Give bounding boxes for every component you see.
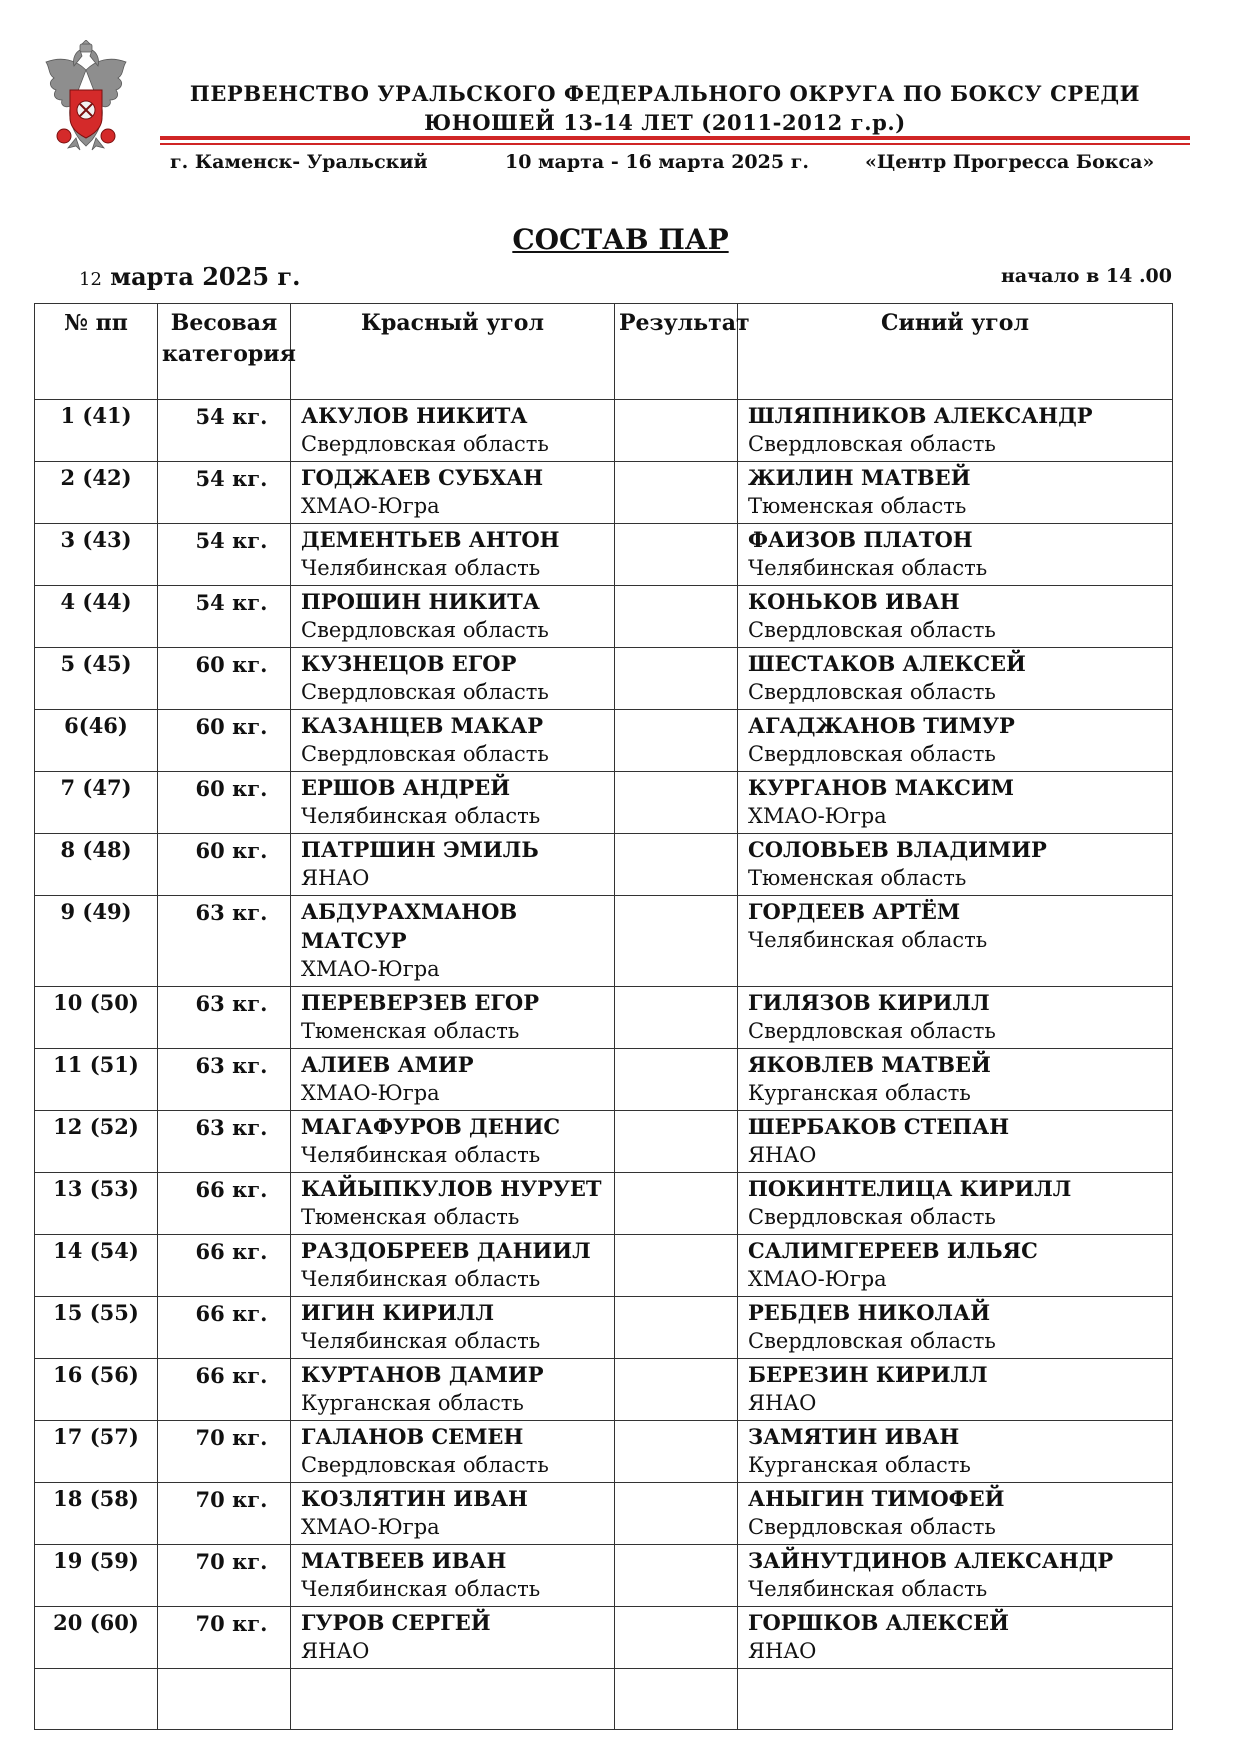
red-fighter-name: РАЗДОБРЕЕВ ДАНИИЛ [301, 1238, 591, 1263]
red-fighter-region: ХМАО-Югра [301, 1081, 440, 1105]
bout-number: 12 (52) [35, 1111, 158, 1173]
header-divider-thick [160, 136, 1190, 140]
blue-fighter-region: ЯНАО [748, 1639, 817, 1663]
blue-corner-cell [738, 710, 1173, 772]
bout-number: 15 (55) [35, 1297, 158, 1359]
red-corner-cell [291, 524, 615, 586]
blue-fighter-name: ЖИЛИН МАТВЕЙ [748, 465, 971, 490]
blue-fighter-name: ГИЛЯЗОВ КИРИЛЛ [748, 990, 990, 1015]
table-row [35, 1421, 1173, 1483]
table-row [35, 400, 1173, 462]
red-fighter-name: ДЕМЕНТЬЕВ АНТОН [301, 527, 560, 552]
blue-fighter-region: Свердловская область [748, 1019, 996, 1043]
blue-fighter-region: ХМАО-Югра [748, 804, 887, 828]
bout-number: 1 (41) [35, 400, 158, 462]
blue-corner-cell [738, 400, 1173, 462]
red-fighter-region: Свердловская область [301, 1453, 549, 1477]
table-row [35, 462, 1173, 524]
empty-table-row [35, 1669, 1173, 1730]
red-fighter-name: МАГАФУРОВ ДЕНИС [301, 1114, 561, 1139]
bout-number: 20 (60) [35, 1607, 158, 1669]
red-corner-cell [291, 1111, 615, 1173]
red-corner-cell [291, 987, 615, 1049]
red-corner-cell [291, 648, 615, 710]
red-corner-cell [291, 710, 615, 772]
page-title: СОСТАВ ПАР [512, 223, 729, 256]
red-corner-cell [291, 462, 615, 524]
red-fighter-name: КУРТАНОВ ДАМИР [301, 1362, 544, 1387]
table-row [35, 586, 1173, 648]
red-fighter-region: ЯНАО [301, 866, 370, 890]
red-fighter-region: Курганская область [301, 1391, 524, 1415]
event-city: г. Каменск- Уральский [170, 151, 428, 173]
red-corner-cell [291, 1359, 615, 1421]
blue-fighter-name: ПОКИНТЕЛИЦА КИРИЛЛ [748, 1176, 1072, 1201]
blue-fighter-name: ФАИЗОВ ПЛАТОН [748, 527, 973, 552]
blue-corner-cell [738, 1607, 1173, 1669]
red-corner-cell [291, 1235, 615, 1297]
table-row [35, 834, 1173, 896]
bout-date-month-year: марта 2025 г. [101, 262, 301, 291]
red-fighter-region: Челябинская область [301, 1267, 541, 1291]
weight-category: 63 кг. [158, 896, 291, 987]
red-fighter-name: АБДУРАХМАНОВ МАТСУР [301, 899, 518, 953]
blue-corner-cell [738, 1421, 1173, 1483]
blue-fighter-name: ЯКОВЛЕВ МАТВЕЙ [748, 1052, 991, 1077]
blue-corner-cell [738, 987, 1173, 1049]
red-fighter-region: Челябинская область [301, 556, 541, 580]
weight-category: 66 кг. [158, 1173, 291, 1235]
blue-fighter-name: ЗАМЯТИН ИВАН [748, 1424, 960, 1449]
blue-fighter-region: ЯНАО [748, 1391, 817, 1415]
red-fighter-region: ХМАО-Югра [301, 957, 440, 981]
table-row [35, 1483, 1173, 1545]
blue-fighter-region: Курганская область [748, 1453, 971, 1477]
weight-category: 66 кг. [158, 1359, 291, 1421]
bout-number: 3 (43) [35, 524, 158, 586]
table-row [35, 896, 1173, 987]
red-fighter-name: ПЕРЕВЕРЗЕВ ЕГОР [301, 990, 539, 1015]
table-row [35, 1545, 1173, 1607]
blue-fighter-region: Свердловская область [748, 742, 996, 766]
red-fighter-region: ХМАО-Югра [301, 1515, 440, 1539]
result-cell[interactable] [615, 1545, 738, 1607]
empty-cell [158, 1669, 291, 1730]
blue-fighter-region: Свердловская область [748, 680, 996, 704]
weight-category: 54 кг. [158, 400, 291, 462]
table-row [35, 772, 1173, 834]
red-fighter-region: Свердловская область [301, 742, 549, 766]
result-cell[interactable] [615, 1483, 738, 1545]
bout-number: 2 (42) [35, 462, 158, 524]
red-fighter-region: ХМАО-Югра [301, 494, 440, 518]
blue-fighter-name: АГАДЖАНОВ ТИМУР [748, 713, 1015, 738]
bout-number: 6(46) [35, 710, 158, 772]
blue-fighter-name: ЗАЙНУТДИНОВ АЛЕКСАНДР [748, 1548, 1114, 1573]
blue-fighter-name: СОЛОВЬЕВ ВЛАДИМИР [748, 837, 1047, 862]
red-fighter-region: Свердловская область [301, 680, 549, 704]
red-fighter-name: КАЗАНЦЕВ МАКАР [301, 713, 544, 738]
event-title-line-1: ПЕРВЕНСТВО УРАЛЬСКОГО ФЕДЕРАЛЬНОГО ОКРУГА ПО БОКСУ СРЕДИ [189, 81, 1141, 106]
blue-corner-cell [738, 462, 1173, 524]
empty-cell [738, 1669, 1173, 1730]
red-corner-cell [291, 586, 615, 648]
result-cell[interactable] [615, 400, 738, 462]
bout-number: 13 (53) [35, 1173, 158, 1235]
start-time: начало в 14 .00 [1000, 265, 1172, 287]
column-header-weight: Весовая категория [158, 304, 291, 400]
weight-category: 63 кг. [158, 1049, 291, 1111]
blue-fighter-region: Челябинская область [748, 1577, 988, 1601]
red-fighter-name: МАТВЕЕВ ИВАН [301, 1548, 507, 1573]
result-cell[interactable] [615, 987, 738, 1049]
blue-fighter-name: АНЫГИН ТИМОФЕЙ [748, 1486, 1005, 1511]
weight-category: 70 кг. [158, 1483, 291, 1545]
red-corner-cell [291, 896, 615, 987]
result-cell[interactable] [615, 834, 738, 896]
blue-fighter-name: САЛИМГЕРЕЕВ ИЛЬЯС [748, 1238, 1038, 1263]
pairs-table [34, 303, 1173, 1730]
column-header-red-corner: Красный угол [291, 304, 615, 400]
table-row [35, 1607, 1173, 1669]
header-divider-thin [160, 143, 1190, 145]
table-row [35, 1049, 1173, 1111]
red-fighter-name: ГУРОВ СЕРГЕЙ [301, 1610, 491, 1635]
red-corner-cell [291, 1297, 615, 1359]
red-corner-cell [291, 834, 615, 896]
red-fighter-region: Челябинская область [301, 804, 541, 828]
table-row [35, 1111, 1173, 1173]
table-row [35, 1235, 1173, 1297]
blue-fighter-region: Тюменская область [748, 494, 967, 518]
result-cell[interactable] [615, 772, 738, 834]
bout-number: 7 (47) [35, 772, 158, 834]
result-cell[interactable] [615, 1111, 738, 1173]
blue-corner-cell [738, 1483, 1173, 1545]
event-dates: 10 марта - 16 марта 2025 г. [505, 151, 809, 173]
weight-category: 60 кг. [158, 834, 291, 896]
red-fighter-region: Тюменская область [301, 1019, 520, 1043]
weight-category: 60 кг. [158, 648, 291, 710]
blue-corner-cell [738, 834, 1173, 896]
result-cell[interactable] [615, 586, 738, 648]
result-cell[interactable] [615, 710, 738, 772]
blue-fighter-region: Свердловская область [748, 1329, 996, 1353]
blue-corner-cell [738, 648, 1173, 710]
table-row [35, 987, 1173, 1049]
weight-category: 70 кг. [158, 1607, 291, 1669]
red-corner-cell [291, 1049, 615, 1111]
pairs-table-body [35, 400, 1173, 1730]
result-cell[interactable] [615, 1359, 738, 1421]
blue-fighter-name: КУРГАНОВ МАКСИМ [748, 775, 1014, 800]
blue-corner-cell [738, 1235, 1173, 1297]
bout-number: 8 (48) [35, 834, 158, 896]
blue-corner-cell [738, 1111, 1173, 1173]
bout-number: 17 (57) [35, 1421, 158, 1483]
table-row [35, 648, 1173, 710]
weight-category: 60 кг. [158, 772, 291, 834]
blue-fighter-name: БЕРЕЗИН КИРИЛЛ [748, 1362, 988, 1387]
result-cell[interactable] [615, 896, 738, 987]
blue-fighter-region: Челябинская область [748, 556, 988, 580]
red-fighter-region: Челябинская область [301, 1329, 541, 1353]
blue-fighter-name: КОНЬКОВ ИВАН [748, 589, 960, 614]
result-cell[interactable] [615, 648, 738, 710]
bout-number: 19 (59) [35, 1545, 158, 1607]
bout-date [79, 262, 300, 291]
bout-number: 10 (50) [35, 987, 158, 1049]
red-fighter-region: Челябинская область [301, 1577, 541, 1601]
red-fighter-name: ЕРШОВ АНДРЕЙ [301, 775, 511, 800]
blue-corner-cell [738, 1359, 1173, 1421]
bout-number: 4 (44) [35, 586, 158, 648]
result-cell[interactable] [615, 1049, 738, 1111]
bout-number: 11 (51) [35, 1049, 158, 1111]
red-fighter-name: ИГИН КИРИЛЛ [301, 1300, 495, 1325]
red-fighter-name: ГОДЖАЕВ СУБХАН [301, 465, 544, 490]
bout-number: 5 (45) [35, 648, 158, 710]
weight-category: 54 кг. [158, 462, 291, 524]
red-fighter-name: АЛИЕВ АМИР [301, 1052, 474, 1077]
weight-category: 63 кг. [158, 1111, 291, 1173]
weight-category: 63 кг. [158, 987, 291, 1049]
blue-fighter-name: ГОРШКОВ АЛЕКСЕЙ [748, 1610, 1010, 1635]
red-corner-cell [291, 1545, 615, 1607]
red-corner-cell [291, 1421, 615, 1483]
red-fighter-region: Свердловская область [301, 432, 549, 456]
blue-fighter-name: ШЕСТАКОВ АЛЕКСЕЙ [748, 651, 1026, 676]
column-header-result: Результат [615, 304, 738, 400]
result-cell[interactable] [615, 524, 738, 586]
red-fighter-name: КОЗЛЯТИН ИВАН [301, 1486, 528, 1511]
weight-category: 70 кг. [158, 1421, 291, 1483]
result-cell[interactable] [615, 1173, 738, 1235]
weight-category: 60 кг. [158, 710, 291, 772]
blue-fighter-name: РЕБДЕВ НИКОЛАЙ [748, 1300, 991, 1325]
red-fighter-name: АКУЛОВ НИКИТА [301, 403, 528, 428]
red-fighter-name: ПРОШИН НИКИТА [301, 589, 540, 614]
result-cell[interactable] [615, 1607, 738, 1669]
bout-number: 9 (49) [35, 896, 158, 987]
table-row [35, 1173, 1173, 1235]
blue-fighter-region: Свердловская область [748, 618, 996, 642]
blue-corner-cell [738, 1297, 1173, 1359]
blue-fighter-region: Свердловская область [748, 1205, 996, 1229]
table-row [35, 1359, 1173, 1421]
bout-number: 18 (58) [35, 1483, 158, 1545]
blue-corner-cell [738, 772, 1173, 834]
table-row [35, 1297, 1173, 1359]
red-fighter-name: КАЙЫПКУЛОВ НУРУЕТ [301, 1176, 602, 1201]
red-corner-cell [291, 1607, 615, 1669]
blue-corner-cell [738, 524, 1173, 586]
blue-fighter-region: ЯНАО [748, 1143, 817, 1167]
table-header-row [35, 304, 1173, 400]
red-corner-cell [291, 400, 615, 462]
red-corner-cell [291, 1483, 615, 1545]
result-cell[interactable] [615, 1235, 738, 1297]
bout-number: 14 (54) [35, 1235, 158, 1297]
bout-date-day: 12 [79, 269, 102, 290]
weight-category: 54 кг. [158, 586, 291, 648]
blue-fighter-region: Свердловская область [748, 1515, 996, 1539]
blue-fighter-region: Тюменская область [748, 866, 967, 890]
red-corner-cell [291, 1173, 615, 1235]
red-fighter-name: ГАЛАНОВ СЕМЕН [301, 1424, 524, 1449]
red-fighter-region: ЯНАО [301, 1639, 370, 1663]
blue-corner-cell [738, 1049, 1173, 1111]
column-header-number: № пп [35, 304, 158, 400]
blue-corner-cell [738, 1545, 1173, 1607]
event-venue: «Центр Прогресса Бокса» [865, 151, 1155, 173]
red-fighter-name: ПАТРШИН ЭМИЛЬ [301, 837, 539, 862]
table-row [35, 524, 1173, 586]
blue-fighter-name: ГОРДЕЕВ АРТЁМ [748, 899, 961, 924]
blue-corner-cell [738, 1173, 1173, 1235]
weight-category: 70 кг. [158, 1545, 291, 1607]
event-title-line-2: ЮНОШЕЙ 13-14 ЛЕТ (2011-2012 г.р.) [424, 110, 906, 135]
boxing-federation-emblem-icon [40, 40, 132, 152]
red-fighter-region: Челябинская область [301, 1143, 541, 1167]
table-row [35, 710, 1173, 772]
red-corner-cell [291, 772, 615, 834]
weight-category: 54 кг. [158, 524, 291, 586]
result-cell[interactable] [615, 1297, 738, 1359]
red-fighter-region: Свердловская область [301, 618, 549, 642]
empty-cell [615, 1669, 738, 1730]
blue-fighter-name: ШЛЯПНИКОВ АЛЕКСАНДР [748, 403, 1093, 428]
blue-fighter-region: Курганская область [748, 1081, 971, 1105]
result-cell[interactable] [615, 1421, 738, 1483]
red-fighter-region: Тюменская область [301, 1205, 520, 1229]
weight-category: 66 кг. [158, 1297, 291, 1359]
blue-fighter-region: Челябинская область [748, 928, 988, 952]
weight-category: 66 кг. [158, 1235, 291, 1297]
blue-corner-cell [738, 586, 1173, 648]
blue-fighter-name: ШЕРБАКОВ СТЕПАН [748, 1114, 1010, 1139]
empty-cell [291, 1669, 615, 1730]
blue-fighter-region: ХМАО-Югра [748, 1267, 887, 1291]
empty-cell [35, 1669, 158, 1730]
result-cell[interactable] [615, 462, 738, 524]
blue-corner-cell [738, 896, 1173, 987]
column-header-blue-corner: Синий угол [738, 304, 1173, 400]
blue-fighter-region: Свердловская область [748, 432, 996, 456]
bout-number: 16 (56) [35, 1359, 158, 1421]
red-fighter-name: КУЗНЕЦОВ ЕГОР [301, 651, 517, 676]
